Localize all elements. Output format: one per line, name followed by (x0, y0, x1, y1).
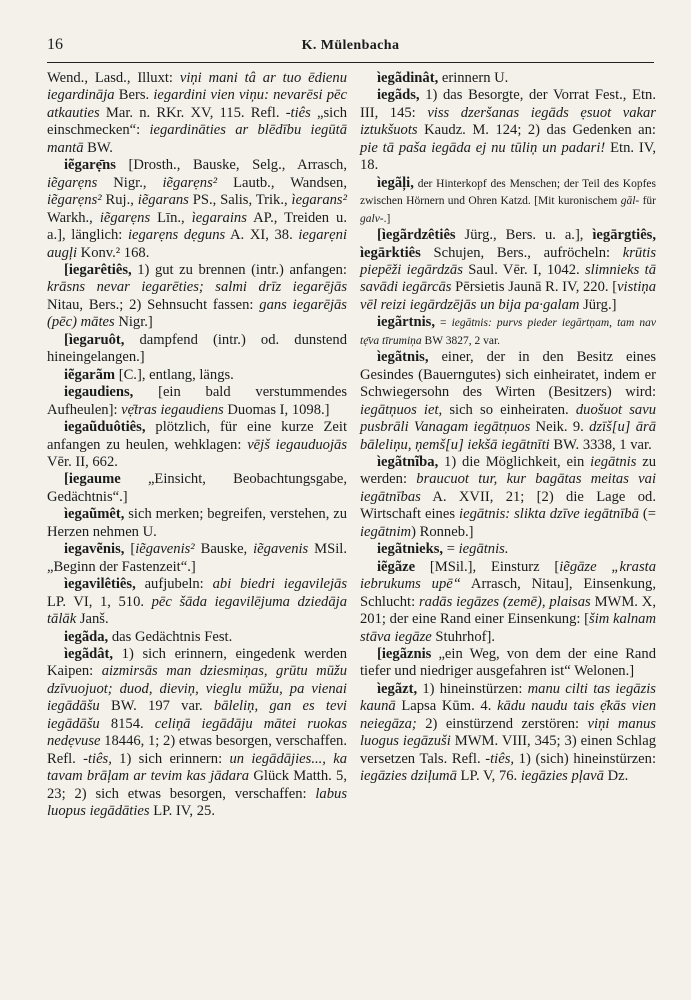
example-text: šim kalnam stāva iegāze (360, 611, 656, 645)
entry-text: PS., Salis, Trik., (188, 192, 292, 209)
entry-text: [MSil.], Einsturz [ (415, 558, 560, 575)
example-text: kādu naudu tais ẹ̄kās vien neiegāza; (360, 698, 656, 732)
entry-text: Dz. (603, 768, 629, 785)
example-text: duošuot savu pusbrāli Vanagam iegātņuos (360, 401, 656, 436)
example-text: vistiņa vēl reizi iegārdzējās un bija pa·galam (360, 279, 656, 313)
entry-text: Schujen, Bers., aufröcheln: (420, 244, 623, 261)
entry-text: [Drosth., Bauske, Selg., Arrasch, (115, 157, 347, 174)
entry-text: dampfend (intr.) od. dunstend hineingelangen.] (47, 331, 347, 366)
example-text: iegardināties ar blēdību iegūtā mantā (47, 122, 347, 156)
example-text: iẽgarẹns (99, 209, 151, 226)
example-text: iegardini vien viņu: nevarēsi pēc atkauties (47, 87, 347, 121)
dictionary-entry (47, 70, 347, 157)
example-text: pie tā paša iegāda ej nu tūliņ un padari! (360, 139, 606, 156)
entry-text: A. XI, 38. (225, 227, 299, 244)
entry-text: „sich einschmecken“: (47, 104, 347, 139)
headword: [ìegãrdzêtiês (377, 227, 456, 244)
example-text: celiņā iegādāju mātei ruokas nedẹvuse (47, 715, 348, 750)
dictionary-entry (47, 262, 347, 332)
entry-text: Etn. IV, 18. (360, 139, 656, 174)
small-text: = (434, 317, 452, 330)
entry-text: 18446, 1; 2) etwas besorgen, verschaffen. Refl. (47, 733, 347, 767)
entry-text: [ein bald verstummendes Aufheulen]: (47, 384, 347, 418)
example-text: iẽgarẹns (47, 174, 98, 191)
headword: [iegaume (64, 471, 121, 488)
example-text: labus luopus iegādāties (47, 785, 347, 820)
entry-text: Kaudz. M. 124; 2) das Gedenken an: (417, 122, 656, 139)
entry-text: Bers. (114, 87, 154, 104)
entry-text: BW. 3338, 1 var. (549, 436, 652, 453)
dictionary-entry (47, 506, 347, 541)
dictionary-entry (360, 541, 656, 558)
small-example-text: iegātnis: purvs pieder iegārtņam, tam nav tẹ̄va tīrumiņa (360, 317, 656, 347)
entry-text: sich merken; begreifen, verstehen, zu Herzen nehmen U. (47, 506, 347, 540)
example-text: pēc šāda iegavilējuma dziedāja tālāk (47, 593, 347, 628)
example-text: iegāzies dziļumā (360, 768, 457, 785)
example-text: iẽgarans (137, 192, 189, 209)
entry-text: 1) gut zu brennen (intr.) anfangen: (131, 261, 347, 278)
entry-text: = (443, 541, 459, 558)
left-column (47, 70, 347, 820)
dictionary-entry (360, 314, 656, 349)
example-text: -tiês, (485, 750, 515, 767)
entry-text: Mar. n. RKr. XV, 115. Refl. (99, 104, 286, 121)
entry-text: 1) die Möglichkeit, ein (438, 453, 591, 470)
entry-text: Arrasch, Nitau], Einsenkung, Schlucht: (360, 576, 656, 610)
example-text: slimnieks tā savādi iegārcās (360, 261, 657, 296)
entry-text: LP. V, 76. (456, 768, 521, 785)
entry-text: Wend., Lasd., Illuxt: (47, 70, 180, 86)
entry-text: aufjubeln: (135, 576, 213, 593)
dictionary-entry (47, 157, 347, 262)
dictionary-entry (47, 384, 347, 419)
entry-text: Bauske, (194, 541, 254, 558)
entry-text: ) Ronneb.] (411, 523, 474, 540)
small-text: .] (383, 212, 391, 225)
entry-text: „Einsicht, Beobachtungsgabe, Gedächtnis“.] (47, 471, 347, 505)
headword: ìegãdât, (64, 645, 114, 662)
example-text: iegāzies pļavā (520, 768, 604, 785)
headword: ìegãtnis, (377, 349, 429, 366)
entry-text: 1) (sich) hineinstürzen: (514, 750, 656, 767)
small-text: der Hinterkopf des Menschen; der Teil des Kopfes zwischen Hörnern und Ohren Katzd. [Mit kuronischem (360, 177, 656, 208)
entry-text: AP., Treiden u. a.], länglich: (47, 209, 347, 244)
example-text: iegātnis: slikta dzīve iegātnībā (459, 506, 639, 523)
entry-text: Neik. 9. (530, 419, 590, 436)
dictionary-entry (360, 349, 656, 454)
entry-text: Pērsietis Jaunā R. IV, 220. [ (451, 279, 618, 296)
entry-text: Glück Matth. 5, 23; 2) sich etwas besorgen, verschaffen: (47, 768, 347, 802)
entry-text: Lapsa Kūm. 4. (395, 698, 498, 715)
dictionary-entry (360, 87, 656, 174)
entry-text: Saul. Vēr. I, 1042. (462, 261, 585, 278)
entry-text: einer, der in den Besitz eines Gesindes (Bauerngutes) sich einheiratet, indem er Schwiegersohn des Wirten (Besitzers) wird: (360, 349, 656, 401)
example-text: -tiês (285, 104, 311, 121)
entry-text: Duomas I, 1098.] (223, 401, 330, 418)
example-text: ìegarans² (291, 192, 347, 209)
example-text: iẽgāze „krasta iebrukums upē“ (360, 558, 656, 593)
headword: ìegãļi, (377, 174, 414, 191)
dictionary-entry (360, 559, 656, 646)
entry-text: LP. IV, 25. (149, 803, 215, 820)
entry-text: 2) einstürzend zerstören: (416, 715, 588, 732)
dictionary-entry (47, 576, 347, 628)
example-text: krāsns nevar iegarēties; salmi drīz iegarējās (47, 279, 347, 296)
entry-text: Līn., (150, 209, 192, 226)
dictionary-entry (360, 70, 656, 87)
running-head: K. Mülenbacha (301, 38, 400, 53)
example-text: iegarẹns dẹguns (127, 227, 226, 244)
dictionary-entry (360, 681, 656, 786)
headword: iegaũduôtiês, (64, 419, 146, 436)
entry-text: Nigr.] (114, 314, 153, 331)
entry-text: erinnern U. (438, 70, 509, 86)
dictionary-entry (47, 541, 347, 576)
example-text: iegātnis (590, 453, 637, 470)
headword: iegaudiens, (64, 384, 134, 401)
entry-text: BW. (83, 139, 113, 156)
headword: iẽgarãm (64, 366, 116, 383)
entry-text: Janš. (76, 611, 109, 628)
headword: ìegãdinât, (377, 70, 439, 86)
headword: iegavẽnis, (64, 541, 125, 558)
entry-text: [C.], entlang, längs. (115, 366, 234, 383)
example-text: ìegarains (191, 209, 247, 226)
example-text: viņi mani tâ ar tuo ēdienu iegardināja (47, 70, 347, 104)
example-text: abi biedri iegavilejās (212, 576, 348, 593)
example-text: iegātņuos iet, (360, 401, 443, 418)
example-text: iẽgarẹns² (162, 174, 218, 191)
headword: [iegarêtiês, (64, 261, 132, 278)
headword: iegãda, (64, 628, 109, 645)
dictionary-entry (47, 419, 347, 471)
entry-text: 8154. (99, 715, 155, 732)
headword: iẽgãze (377, 558, 416, 575)
headword: iegãds, (377, 87, 420, 104)
example-text: vējš iegauduojās (247, 436, 347, 453)
page-header (47, 36, 654, 63)
entry-text: LP. VI, 1, 510. (47, 593, 152, 610)
example-text: -tiês, (83, 750, 112, 767)
example-text: manu cilti tas iegāzis kaunā (360, 680, 656, 715)
entry-text: [ (124, 541, 136, 558)
example-text: iegātnis. (458, 541, 509, 558)
entry-text: Warkh., (47, 209, 100, 226)
example-text: viņi manus luogus iegāzuši (360, 715, 656, 750)
entry-text: MWM. X, 201; der eine Rand einer Einsenkung: [ (360, 593, 656, 628)
entry-text: Vēr. II, 662. (47, 453, 118, 470)
dictionary-entry (47, 646, 347, 821)
example-text: braucuot tur, kur bagātas meitas vai iegātnības (360, 471, 656, 505)
entry-text: Stuhrhof]. (431, 628, 495, 645)
small-text: für (639, 195, 656, 208)
example-text: dzīš[u] ārā bāleliņu, ņemš[u] iekšā iegātnīti (360, 419, 656, 453)
entry-text: Konv.² 168. (77, 244, 150, 261)
entry-text: 1) sich erinnern: (111, 750, 230, 767)
entry-text: das Gedächtnis Fest. (108, 628, 233, 645)
entry-text: Nigr., (97, 174, 163, 191)
entry-text: sich so einheiraten. (442, 401, 576, 418)
small-example-text: galv- (360, 212, 384, 225)
headword: iegãrtnis, (377, 314, 435, 331)
entry-text: Ruj., (101, 192, 138, 209)
example-text: viss dzeršanas iegāds ẹsuot vakar iztukšuots (360, 104, 656, 139)
entry-text: MSil. „Beginn der Fastenzeit“.] (47, 541, 348, 575)
example-text: bāleliņ, gan es tevi iegādāšu (47, 698, 347, 732)
dictionary-entry (360, 646, 656, 681)
entry-text: plötzlich, für eine kurze Zeit anfangen zu heulen, wehklagen: (47, 419, 347, 453)
entry-text: Nitau, Bers.; 2) Sehnsucht fassen: (47, 296, 260, 313)
dictionary-entry (360, 454, 656, 541)
entry-text: „ein Weg, von dem der eine Rand tiefer und niedriger ausgefahren ist“ Welonen.] (360, 645, 656, 680)
entry-text: Lautb., Wandsen, (217, 174, 347, 191)
headword: ìegãzt, (377, 680, 418, 697)
dictionary-entry (47, 471, 347, 506)
example-text: iẽgarẹns² (47, 192, 102, 209)
page-number: 16 (47, 36, 63, 53)
small-example-text: gāl- (620, 195, 640, 208)
example-text: vẹ̄tras iegaudiens (121, 401, 224, 418)
small-text: BW 3827, 2 var. (421, 334, 501, 347)
example-text: iegātnim (360, 523, 412, 540)
headword: iẽgarẹ̄ns (64, 157, 116, 174)
entry-text: Jürg.] (579, 296, 617, 313)
dictionary-entry (360, 227, 656, 314)
headword: iegãtnieks, (377, 541, 444, 558)
entry-text: BW. 197 var. (99, 698, 214, 715)
entry-text: 1) hineinstürzen: (417, 680, 528, 697)
entry-text: 1) sich erinnern, eingedenk werden Kaipen: (47, 645, 347, 680)
entry-text: MWM. VIII, 345; 3) einen Schlag versetzen Tals. Refl. (360, 733, 656, 767)
example-text: un iegādājies..., ka tavam brāļam ar tevim kas jādara (47, 750, 347, 785)
headword: ìegãtnĩba, (377, 453, 439, 470)
right-column (360, 70, 656, 786)
dictionary-entry (47, 629, 347, 646)
example-text: radās iegāzes (zemē), plaisas (419, 593, 591, 610)
headword: ìegavilêtiês, (64, 576, 136, 593)
entry-text: 1) das Besorgte, der Vorrat Fest., Etn. III, 145: (360, 87, 656, 121)
entry-text: zu werden: (360, 453, 656, 488)
entry-text: Jürg., Bers. u. a.], (455, 227, 593, 244)
dictionary-entry (47, 367, 347, 384)
example-text: gans iegarējās (pēc) mātes (47, 296, 347, 331)
dictionary-entry (47, 332, 347, 367)
headword: ìegārgtiês, ìegārktiês (360, 227, 656, 261)
headword: ìegaũmêt, (64, 506, 125, 523)
example-text: iegarẹni augļi (47, 227, 347, 261)
example-text: iẽgavenis² (135, 541, 195, 558)
entry-text: (= (638, 506, 656, 523)
example-text: iẽgavenis (253, 541, 309, 558)
example-text: krūtis piepēži iegārdzās (360, 244, 656, 278)
entry-text: A. XVII, 21; [2) die Lage od. Wirtschaft eines (360, 488, 656, 523)
dictionary-entry (360, 175, 656, 227)
headword: [ìegaruôt, (64, 331, 125, 348)
example-text: aizmirsās man dziesmiņas, grūtu mūžu dzīvuojuot; duod, dieviņ, vieglu mūžu, pa vienai iegādāšu (47, 663, 347, 715)
headword: [iegãznis (377, 645, 432, 662)
